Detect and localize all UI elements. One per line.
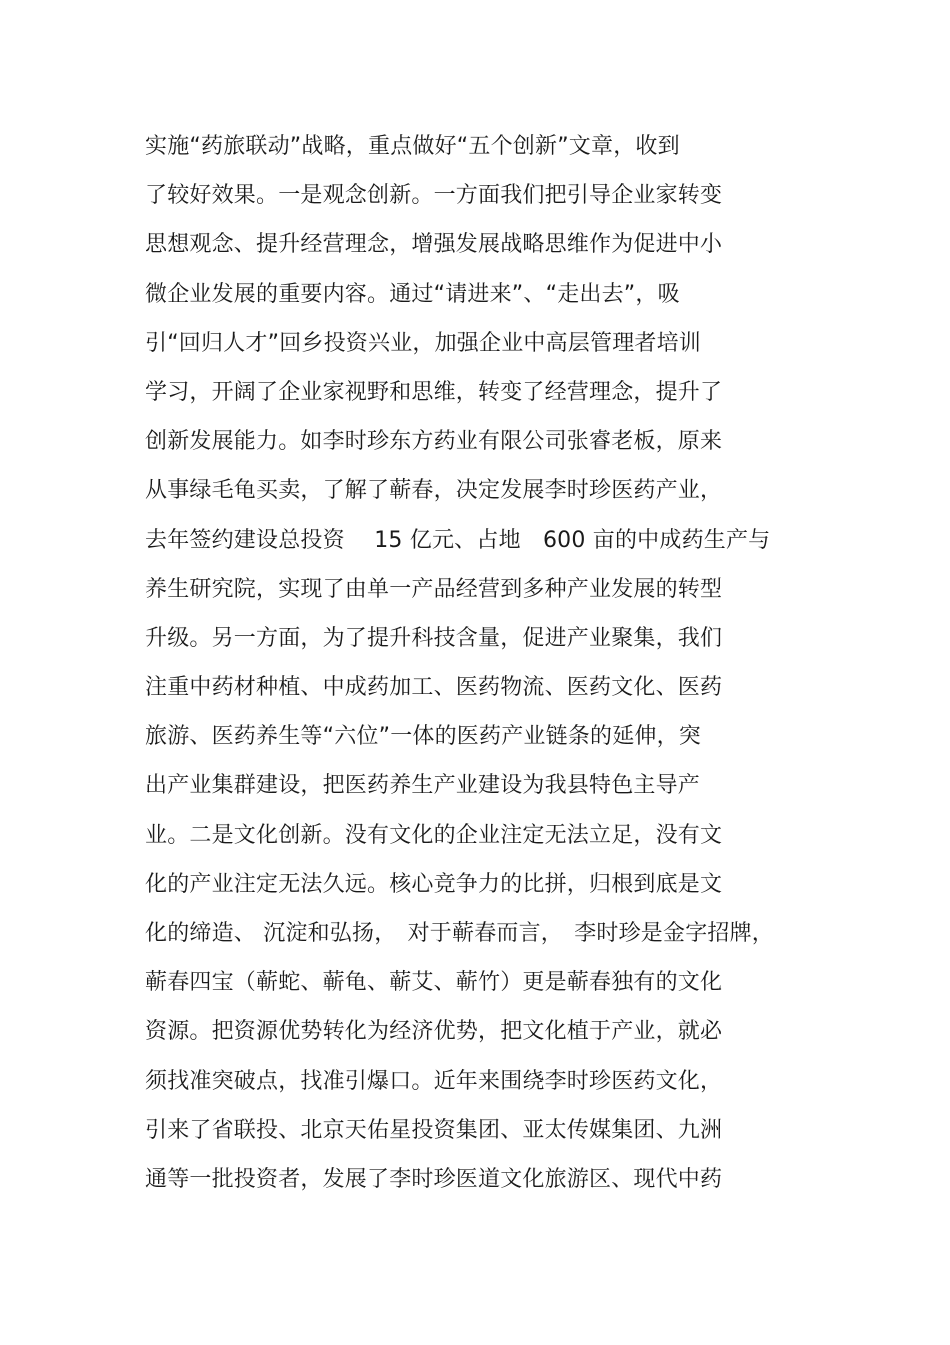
text-line: 出产业集群建设，把医药养生产业建设为我县特色主导产 (145, 773, 701, 799)
text-line: 养生研究院，实现了由单一产品经营到多种产业发展的转型 (145, 576, 723, 602)
text-line: 微企业发展的重要内容。通过“请进来”、“走出去”，吸 (145, 281, 680, 307)
text-line: 资源。把资源优势转化为经济优势，把文化植于产业，就必 (145, 1019, 723, 1045)
text-line: 学习，开阔了企业家视野和思维，转变了经营理念，提升了 (145, 379, 723, 405)
text-line: 通等一批投资者，发展了李时珍医道文化旅游区、现代中药 (145, 1166, 723, 1192)
text-line: 引“回归人才”回乡投资兴业，加强企业中高层管理者培训 (145, 330, 701, 356)
text-line: 去年签约建设总投资 15 亿元、占地 600 亩的中成药生产与 (145, 527, 771, 553)
text-line: 须找准突破点，找准引爆口。近年来围绕李时珍医药文化， (145, 1068, 723, 1094)
text-line: 升级。另一方面，为了提升科技含量，促进产业聚集，我们 (145, 625, 723, 651)
text-line: 实施“药旅联动”战略，重点做好“五个创新”文章，收到 (145, 134, 680, 159)
text-line: 业。二是文化创新。没有文化的企业注定无法立足，没有文 (145, 822, 723, 848)
text-line: 创新发展能力。如李时珍东方药业有限公司张睿老板，原来 (145, 429, 723, 455)
text-line: 了较好效果。一是观念创新。一方面我们把引导企业家转变 (145, 183, 723, 209)
text-line: 化的缔造、 沉淀和弘扬， 对于蕲春而言， 李时珍是金字招牌， (145, 921, 774, 946)
text-line: 化的产业注定无法久远。核心竞争力的比拼，归根到底是文 (145, 871, 723, 897)
text-line: 蕲春四宝（蕲蛇、蕲龟、蕲艾、蕲竹）更是蕲春独有的文化 (145, 970, 723, 996)
text-line: 引来了省联投、北京天佑星投资集团、亚太传媒集团、九洲 (145, 1117, 723, 1143)
body-text (145, 122, 805, 1204)
text-line: 从事绿毛龟买卖，了解了蕲春，决定发展李时珍医药产业， (145, 478, 723, 504)
text-line: 旅游、医药养生等“六位”一体的医药产业链条的延伸，突 (145, 724, 701, 750)
text-line: 思想观念、提升经营理念，增强发展战略思维作为促进中小 (145, 232, 723, 258)
text-line: 注重中药材种植、中成药加工、医药物流、医药文化、医药 (145, 675, 723, 701)
